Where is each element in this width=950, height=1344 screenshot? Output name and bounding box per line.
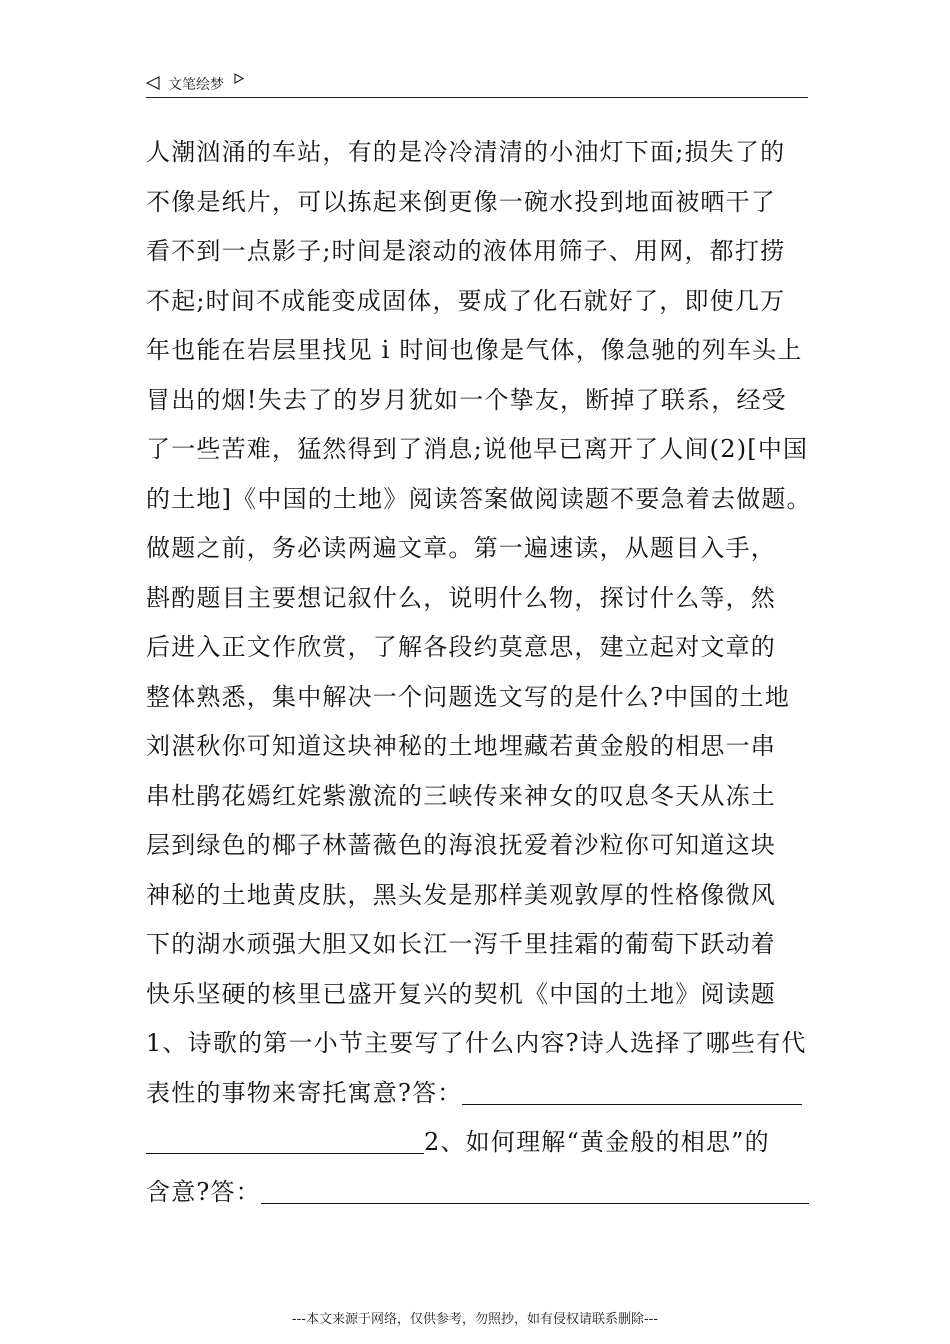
page-footer: ---本文来源于网络，仅供参考，勿照抄，如有侵权请联系删除---	[291, 1312, 659, 1327]
text-line: 整体熟悉，集中解决一个问题选文写的是什么?中国的土地	[146, 682, 791, 711]
text-line: 冒出的烟!失去了的岁月犹如一个挚友，断掉了联系，经受	[146, 385, 787, 414]
text-line: 后进入正文作欣赏，了解各段约莫意思，建立起对文章的	[146, 633, 776, 661]
question-2-line	[146, 1118, 846, 1168]
text-line: 刘湛秋你可知道这块神秘的土地埋藏若黄金般的相思一串	[146, 732, 776, 760]
triangle-right-icon	[234, 73, 244, 84]
question-2-prompt: 2、如何理解“黄金般的相思”的	[424, 1128, 770, 1156]
text-line: 斟酌题目主要想记叙什么，说明什么物，探讨什么等，然	[146, 583, 776, 612]
question-1-answer-line	[146, 1069, 846, 1119]
page-header	[146, 70, 808, 98]
text-line: 快乐坚硬的核里已盛开复兴的契机《中国的土地》阅读题	[146, 979, 776, 1008]
question-1-prompt: 表性的事物来寄托寓意?答：	[146, 1078, 463, 1107]
answer-blank-1	[462, 1074, 802, 1105]
text-line: 看不到一点影子;时间是滚动的液体用筛子、用网，都打捞	[146, 237, 786, 265]
text-line: 层到绿色的椰子林蔷薇色的海浪抚爱着沙粒你可知道这块	[146, 831, 776, 859]
text-line: 不像是纸片，可以拣起来倒更像一碗水投到地面被晒干了	[146, 187, 776, 216]
text-line: 不起;时间不成能变成固体，要成了化石就好了，即使几万	[146, 286, 786, 315]
question-2-answer-line	[146, 1168, 846, 1218]
text-line: 1、诗歌的第一小节主要写了什么内容?诗人选择了哪些有代	[146, 1029, 807, 1057]
header-divider	[146, 97, 808, 98]
header-title: 文笔绘梦	[168, 77, 224, 93]
question-2-answer-prompt: 含意?答：	[146, 1177, 261, 1206]
triangle-left-icon	[146, 76, 160, 90]
text-line: 的土地]《中国的土地》阅读答案做阅读题不要急着去做题。	[146, 484, 812, 513]
text-line: 下的湖水顽强大胆又如长江一泻千里挂霜的葡萄下跃动着	[146, 930, 776, 958]
document-body	[146, 128, 846, 1217]
answer-blank-1-continued	[146, 1123, 424, 1154]
text-line: 人潮汹涌的车站，有的是冷冷清清的小油灯下面;损失了的	[146, 138, 786, 166]
text-line: 年也能在岩层里找见 i 时间也像是气体，像急驰的列车头上	[146, 336, 803, 364]
text-line: 神秘的土地黄皮肤，黑头发是那样美观敦厚的性格像微风	[146, 880, 776, 909]
text-line: 做题之前，务必读两遍文章。第一遍速读，从题目入手，	[146, 534, 776, 562]
text-line: 了一些苦难，猛然得到了消息;说他早已离开了人间(2)[中国	[146, 435, 809, 463]
text-line: 串杜鹃花嫣红姹紫激流的三峡传来神女的叹息冬天从冻土	[146, 781, 776, 810]
answer-blank-2	[261, 1173, 809, 1204]
